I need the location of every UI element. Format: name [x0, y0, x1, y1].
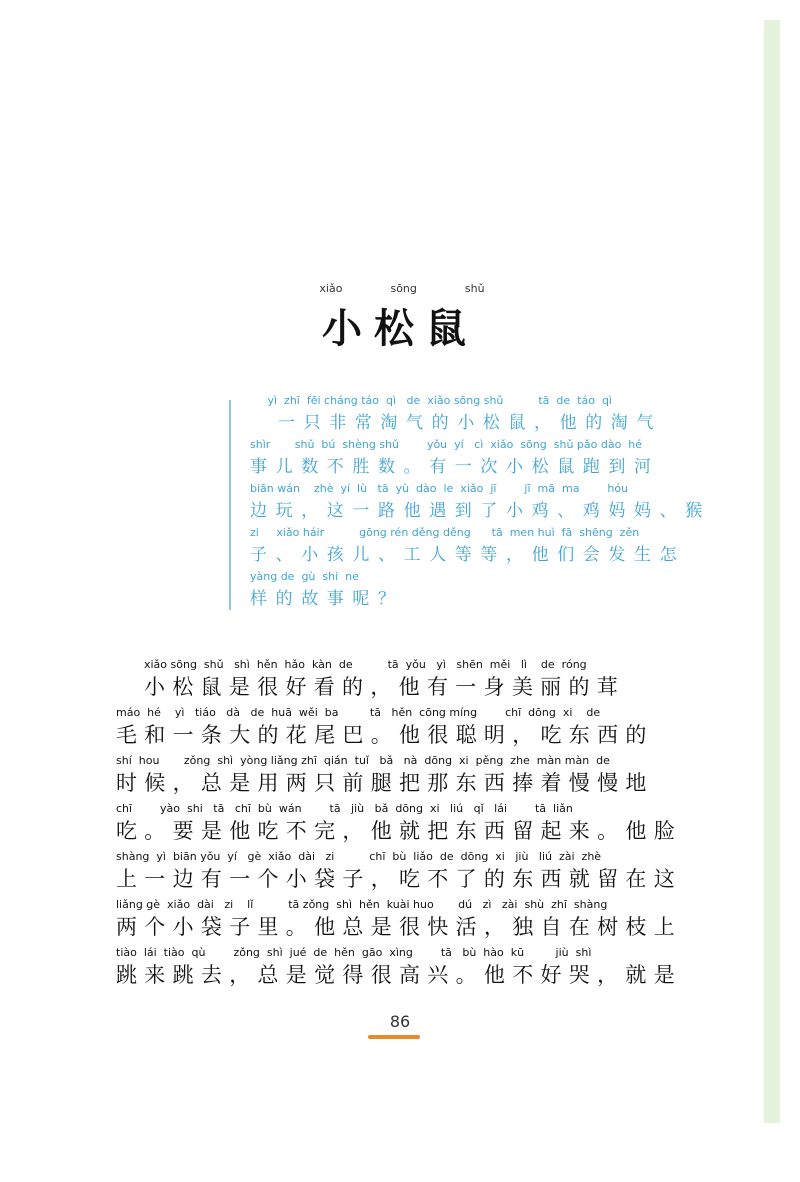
pinyin-line: chī yào shi tā chī bù wán tā jiù bǎ dōng xi liú qǐ lái tā liǎn [116, 802, 573, 815]
hanzi-line: 样的故事呢？ [250, 589, 404, 609]
intro-quote-bar [229, 400, 231, 610]
hanzi-line: 两个小袋子里。他总是很快活，独自在树枝上 [116, 915, 682, 939]
pinyin-line: yàng de gù shi ne [250, 570, 359, 583]
pinyin-line: máo hé yì tiáo dà de huā wěi ba tā hěn cōng míng chī dōng xi de [116, 706, 601, 719]
hanzi-line: 上一边有一个小袋子，吃不了的东西就留在这 [116, 867, 682, 891]
title-pinyin-syllable: xiǎo [319, 282, 343, 295]
hanzi-line: 子、小孩儿、工人等等，他们会发生怎 [250, 545, 686, 565]
title-pinyin [4, 282, 800, 295]
pinyin-line: zi xiǎo háir gōng rén děng děng tā men huì fā shēng zěn [250, 526, 640, 539]
pinyin-line: tiào lái tiào qù zǒng shì jué de hěn gāo xìng tā bù hào kū jiù shì [116, 946, 592, 959]
hanzi-line: 跳来跳去，总是觉得很高兴。他不好哭，就是 [116, 963, 682, 987]
hanzi-line: 吃。要是他吃不完，他就把东西留起来。他脸 [116, 819, 682, 843]
intro-paragraph [250, 394, 711, 614]
title-pinyin-syllable: sōng [390, 282, 417, 295]
pinyin-line: shí hou zǒng shì yòng liǎng zhī qián tuǐ bǎ nà dōng xi pěng zhe màn màn de [116, 754, 610, 767]
hanzi-line: 事儿数不胜数。有一次小松鼠跑到河 [250, 457, 660, 477]
pinyin-line: shàng yì biān yǒu yí gè xiǎo dài zi chī bù liǎo de dōng xi jiù liú zài zhè [116, 850, 602, 863]
pinyin-line: shìr shǔ bú shèng shǔ yǒu yí cì xiǎo sōng shǔ pǎo dào hé [250, 438, 643, 451]
lesson-title [0, 282, 800, 354]
side-decoration-strip [764, 20, 780, 1123]
hanzi-line: 一只非常淘气的小松鼠，他的淘气 [250, 413, 663, 433]
page-number-underline [368, 1035, 420, 1039]
hanzi-line: 边玩，这一路他遇到了小鸡、鸡妈妈、猴 [250, 501, 711, 521]
page-number: 86 [389, 1012, 411, 1031]
hanzi-line: 小松鼠是很好看的，他有一身美丽的茸 [116, 675, 626, 699]
pinyin-line: liǎng gè xiǎo dài zi lǐ tā zǒng shì hěn kuài huo dú zì zài shù zhī shàng [116, 898, 608, 911]
title-text: 小松鼠 [322, 306, 478, 352]
story-body [116, 656, 696, 992]
pinyin-line: xiǎo sōng shǔ shì hěn hǎo kàn de tā yǒu yì shēn měi lì de róng [116, 658, 587, 671]
hanzi-line: 毛和一条大的花尾巴。他很聪明，吃东西的 [116, 723, 654, 747]
hanzi-line: 时候，总是用两只前腿把那东西捧着慢慢地 [116, 771, 654, 795]
pinyin-line: yì zhī fēi cháng táo qì de xiǎo sōng shǔ tā de táo qì [250, 394, 612, 407]
pinyin-line: biān wán zhè yí lù tā yù dào le xiǎo jī jī mā ma hóu [250, 482, 629, 495]
title-pinyin-syllable: shǔ [464, 282, 485, 295]
